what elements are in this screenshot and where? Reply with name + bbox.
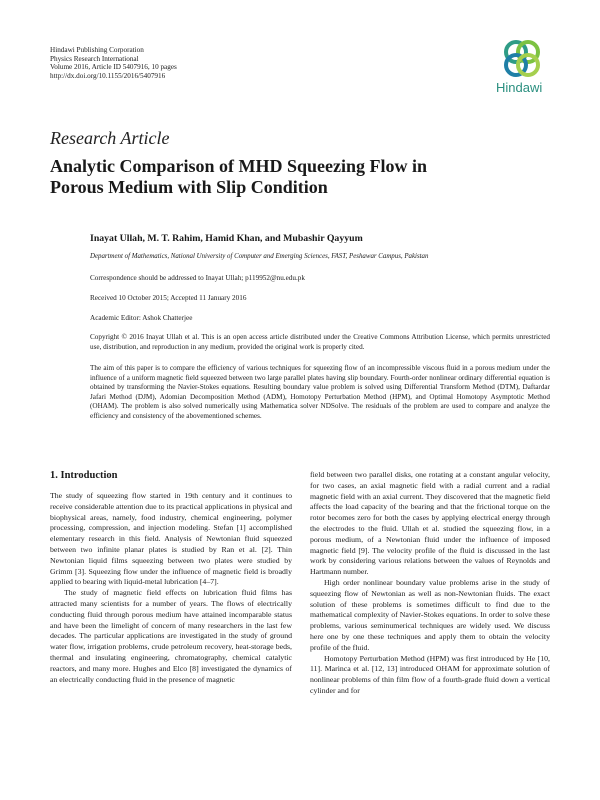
title-line-2: Porous Medium with Slip Condition [50,177,328,197]
affiliation: Department of Mathematics, National University of Computer and Emerging Sciences, FAST, Peshawar Campus, Pakistan [90,253,429,260]
logo-text: Hindawi [496,80,543,95]
doi-link[interactable]: http://dx.doi.org/10.1155/2016/5407916 [50,71,166,80]
paragraph: field between two parallel disks, one rotating at a constant angular velocity, for two cases, an axial magnetic field with a radial current and a radial magnetic field with an axial current. They discovered that the magnetic field affects the load capacity of the bearing and that the frictional torque on the rotor becomes zero for both the cases by applying electrical energy through the electrodes to the fluid. Ullah et al. studied the squeezing flow, in a porous medium, of a Newtonian fluid under the influence of imposed magnetic field [9]. The velocity profile of the fluid is discussed in the last work by considering various relations between the values of Reynolds and Hartmann number. [310,470,550,577]
paragraph: The study of squeezing flow started in 19th century and it continues to receive considerable attention due to its practical applications in physical and biophysical areas, namely, food industry, chemical engineering, polymer processing, compression, and injection modeling. Stefan [1] accomplished elementary research in this field. Analysis of Newtonian fluid squeezed between two infinite planar plates is studied by Ran et al. [2]. Thin Newtonian liquid films squeezing between two plates were studied by Grimm [3]. Squeezing flow under the influence of magnetic field is broadly applied to bearing with liquid-metal lubrication [4–7]. [50,491,292,587]
received-accepted-dates: Received 10 October 2015; Accepted 11 January 2016 [90,294,247,302]
left-column [50,491,292,685]
article-type: Research Article [50,128,170,148]
journal-name: Physics Research International [50,54,139,63]
author-list: Inayat Ullah, M. T. Rahim, Hamid Khan, and Mubashir Qayyum [90,233,363,244]
title-line-1: Analytic Comparison of MHD Squeezing Flow in [50,156,428,176]
right-column [310,470,550,697]
volume-info: Volume 2016, Article ID 5407916, 10 pages [50,63,177,72]
correspondence: Correspondence should be addressed to Inayat Ullah; p119952@nu.edu.pk [90,274,305,282]
hindawi-logo [496,38,550,95]
paragraph: Homotopy Perturbation Method (HPM) was first introduced by He [10, 11]. Marinca et al. [12, 13] introduced OHAM for approximate solution of nonlinear problems of thin film flow of a fourth-grade fluid down a vertical cylinder and for [310,653,550,695]
hindawi-rings-logo-icon [499,38,545,80]
journal-header [50,46,177,80]
paragraph: The study of magnetic field effects on lubrication fluid films has attracted many scientists for a number of years. The flows of electrically conducting fluid through porous medium have attained incomparable status and have been the limelight of concern of many researchers in the last few decades. The particular applications are investigated in the study of ground water flow, irrigation problems, crude petroleum recovery, heat-storage beds, thermal and insulating engineering, chromatography, chemical catalytic reactors, and many more. Hughes and Elco [8] investigated the dynamics of an electrically conducting fluid in the presence of magnetic [50,588,292,684]
section-title: 1. Introduction [50,470,118,481]
abstract: The aim of this paper is to compare the efficiency of various techniques for squeezing flow of an incompressible viscous fluid in a porous medium under the influence of a uniform magnetic field squeezed between two large parallel plates having slip boundary. Fourth-order nonlinear ordinary differential equation is obtained by transforming the Navier-Stokes equations. Resulting boundary value problem is solved using Differential Transform Method (DTM), Daftardar Jafari Method (DJM), Adomian Decomposition Method (ADM), Homotopy Perturbation Method (HPM), and Optimal Homotopy Asymptotic Method (OHAM). The problem is also solved numerically using Mathematica solver NDSolve. The residuals of the problem are used to compare and analyze the efficiency and consistency of the abovementioned schemes. [90,364,550,420]
paper-title [50,156,470,198]
academic-editor: Academic Editor: Ashok Chatterjee [90,314,193,322]
paragraph: High order nonlinear boundary value problems arise in the study of squeezing flow of Newtonian as well as non-Newtonian fluids. The exact solution of these problems is sometimes difficult to find due to the mathematical complexity of Navier-Stokes equations. In order to solve these problems, various seminumerical techniques are widely used. We discuss here one by one these techniques and apply them to obtain the velocity profile of the fluid. [310,577,550,652]
copyright-notice: Copyright © 2016 Inayat Ullah et al. This is an open access article distributed under the Creative Commons Attribution License, which permits unrestricted use, distribution, and reproduction in any medium, provided the original work is properly cited. [90,333,550,351]
publisher-name: Hindawi Publishing Corporation [50,46,144,54]
